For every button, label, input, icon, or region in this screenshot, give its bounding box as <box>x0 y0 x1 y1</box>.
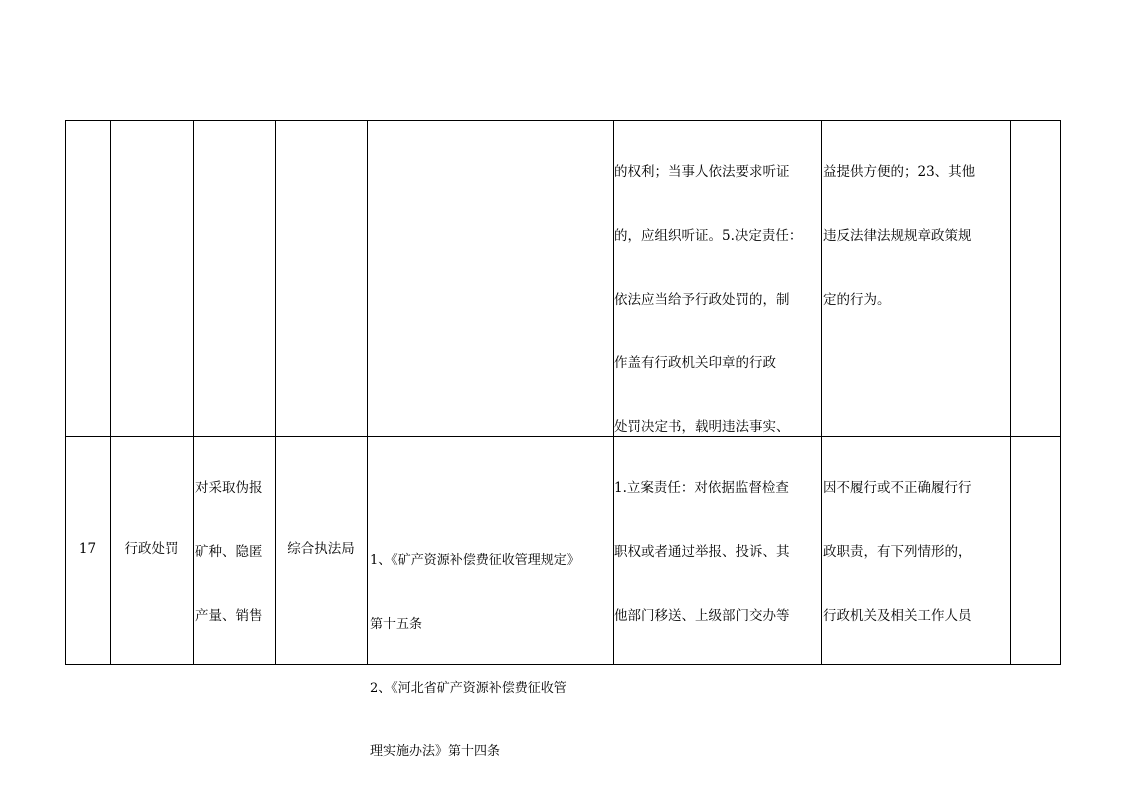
power-category: 行政处罚 <box>124 541 179 557</box>
text-line: 违反法律法规规章政策规 <box>823 228 972 245</box>
item-number: 17 <box>78 541 97 557</box>
text-line: 理实施办法》第十四条 <box>370 744 501 760</box>
cell-basis <box>368 121 614 437</box>
cell-dept <box>276 121 368 437</box>
cell-note <box>1011 121 1061 437</box>
text-line: 他部门移送、上级部门交办等 <box>614 607 790 624</box>
cell-name <box>194 121 276 437</box>
power-name <box>193 436 275 663</box>
text-line: 政职责，有下列情形的， <box>823 544 972 561</box>
cell-category <box>111 121 194 437</box>
responsibility-text-row1 <box>614 120 822 435</box>
text-line: 依法应当给予行政处罚的，制 <box>614 291 790 308</box>
cell-note <box>1011 437 1061 665</box>
text-line: 对采取伪报 <box>195 480 263 497</box>
cell-no <box>66 121 111 437</box>
text-line: 第十五条 <box>370 617 423 633</box>
responsibility-text-row2 <box>614 436 822 663</box>
text-line: 益提供方便的；23、其他 <box>823 164 976 181</box>
text-line: 行政机关及相关工作人员 <box>823 607 972 624</box>
text-line: 1.立案责任：对依据监督检查 <box>614 480 789 497</box>
text-line: 矿种、隐匿 <box>195 544 263 561</box>
text-line: 处罚决定书，载明违法事实、 <box>614 418 790 435</box>
text-line: 的权利；当事人依法要求听证 <box>614 164 790 181</box>
accountability-text-row2 <box>823 436 1011 663</box>
implementing-department: 综合执法局 <box>287 541 355 557</box>
text-line: 作盖有行政机关印章的行政 <box>614 355 776 372</box>
text-line: 2、《河北省矿产资源补偿费征收管 <box>370 680 567 696</box>
text-line: 的，应组织听证。5.决定责任： <box>614 228 803 245</box>
text-line: 1、《矿产资源补偿费征收管理规定》 <box>370 553 580 569</box>
legal-basis <box>368 508 614 784</box>
text-line: 因不履行或不正确履行行 <box>823 480 972 497</box>
text-line: 职权或者通过举报、投诉、其 <box>614 544 790 561</box>
text-line: 产量、销售 <box>195 607 263 624</box>
accountability-text-row1 <box>823 120 1011 435</box>
text-line: 定的行为。 <box>823 291 891 308</box>
